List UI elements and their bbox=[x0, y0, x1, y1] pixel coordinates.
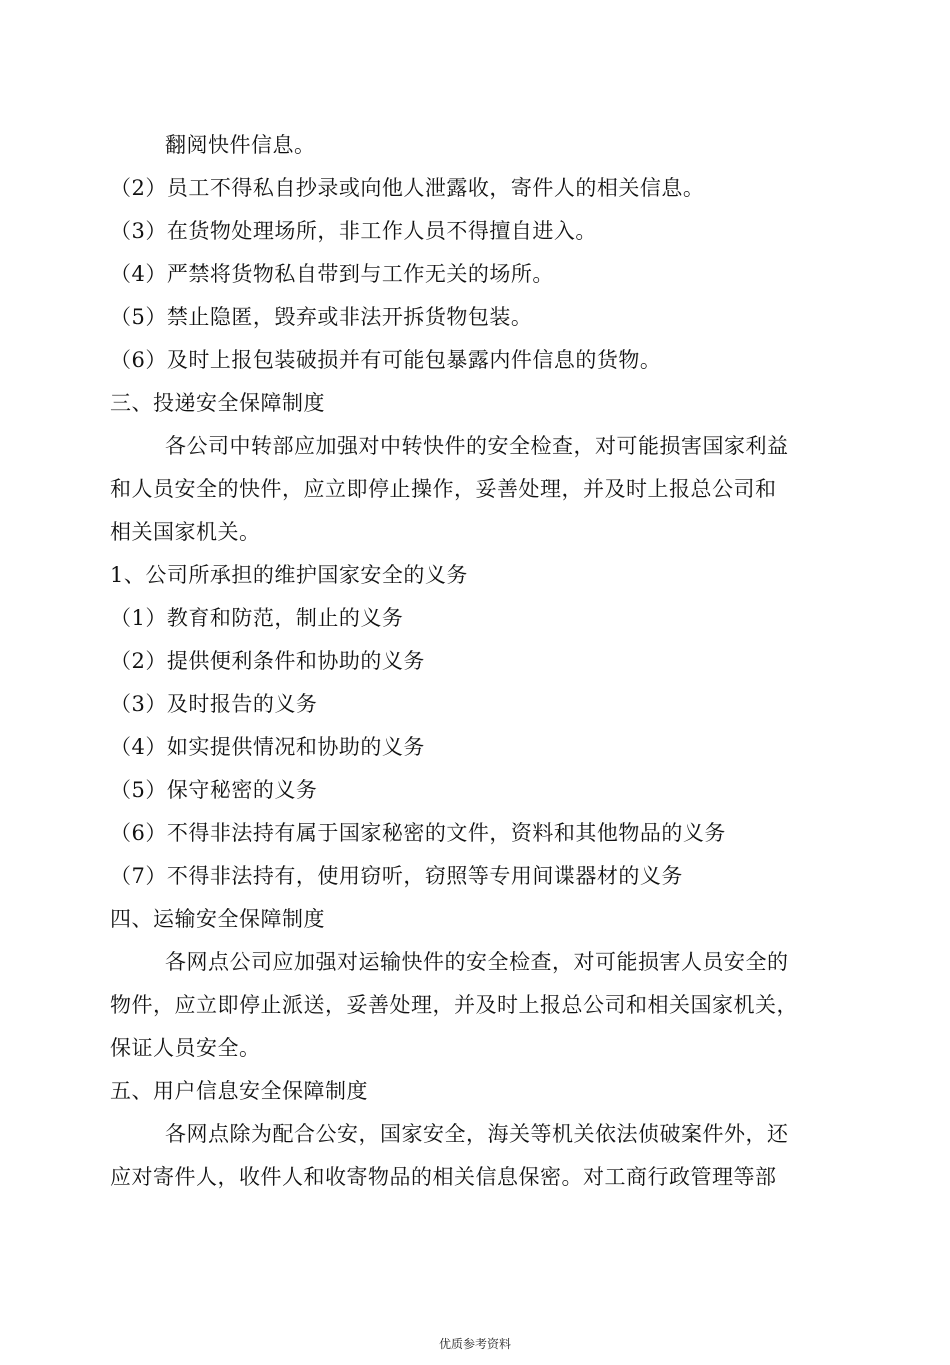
text-line-12: （1）教育和防范，制止的义务 bbox=[110, 606, 404, 630]
section-heading-5: 五、用户信息安全保障制度 bbox=[110, 1079, 368, 1103]
text-line-6: （6）及时上报包装破损并有可能包暴露内件信息的货物。 bbox=[110, 348, 662, 372]
text-line-18: （7）不得非法持有，使用窃听，窃照等专用间谍器材的义务 bbox=[110, 864, 683, 888]
text-line-9: 和人员安全的快件，应立即停止操作，妥善处理，并及时上报总公司和 bbox=[110, 477, 777, 501]
text-line-22: 保证人员安全。 bbox=[110, 1036, 261, 1060]
text-line-3: （3）在货物处理场所，非工作人员不得擅自进入。 bbox=[110, 219, 597, 243]
text-line-2: （2）员工不得私自抄录或向他人泄露收，寄件人的相关信息。 bbox=[110, 176, 705, 200]
text-line-1: 翻阅快件信息。 bbox=[165, 133, 316, 157]
text-line-4: （4）严禁将货物私自带到与工作无关的场所。 bbox=[110, 262, 554, 286]
section-heading-4: 四、运输安全保障制度 bbox=[110, 907, 325, 931]
text-line-8: 各公司中转部应加强对中转快件的安全检查，对可能损害国家利益 bbox=[165, 434, 789, 458]
text-line-10: 相关国家机关。 bbox=[110, 520, 261, 544]
text-line-24: 各网点除为配合公安，国家安全，海关等机关依法侦破案件外，还 bbox=[165, 1122, 789, 1146]
text-line-20: 各网点公司应加强对运输快件的安全检查，对可能损害人员安全的 bbox=[165, 950, 789, 974]
text-line-13: （2）提供便利条件和协助的义务 bbox=[110, 649, 425, 673]
page-footer: 优质参考资料 bbox=[438, 1337, 511, 1351]
section-heading-3: 三、投递安全保障制度 bbox=[110, 391, 325, 415]
text-line-25: 应对寄件人，收件人和收寄物品的相关信息保密。对工商行政管理等部 bbox=[110, 1165, 777, 1189]
text-line-17: （6）不得非法持有属于国家秘密的文件，资料和其他物品的义务 bbox=[110, 821, 726, 845]
text-line-16: （5）保守秘密的义务 bbox=[110, 778, 318, 802]
text-line-5: （5）禁止隐匿，毁弃或非法开拆货物包装。 bbox=[110, 305, 533, 329]
text-line-14: （3）及时报告的义务 bbox=[110, 692, 318, 716]
text-line-21: 物件，应立即停止派送，妥善处理，并及时上报总公司和相关国家机关， bbox=[110, 993, 798, 1017]
text-line-15: （4）如实提供情况和协助的义务 bbox=[110, 735, 425, 759]
subsection-heading-1: 1、公司所承担的维护国家安全的义务 bbox=[110, 563, 468, 587]
